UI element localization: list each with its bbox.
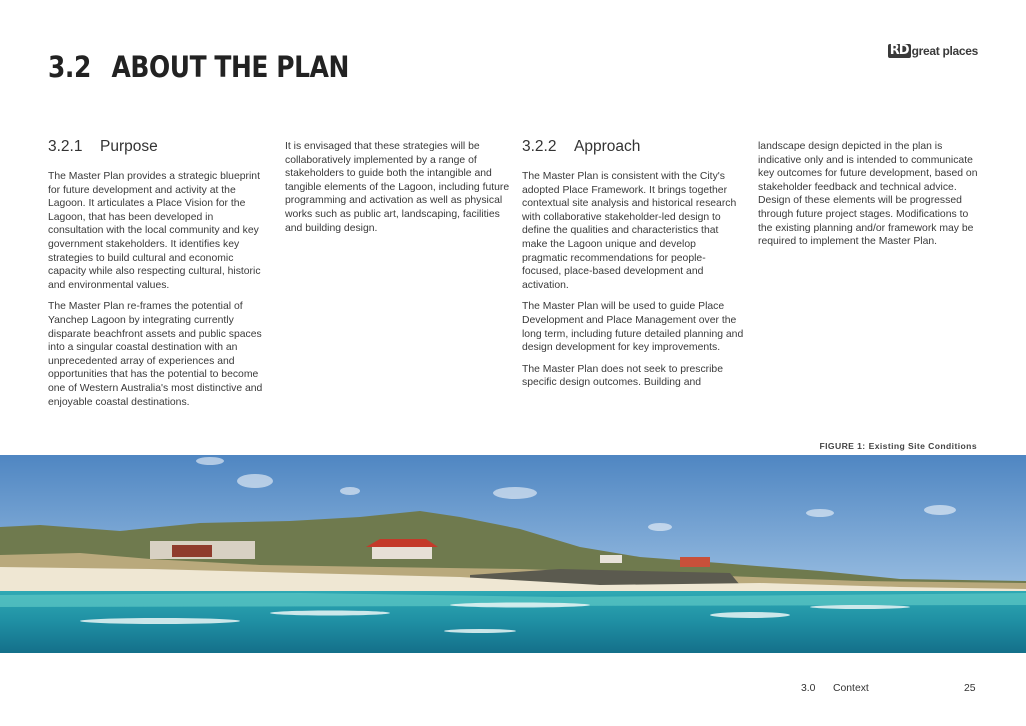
approach-title: Approach [574, 138, 641, 155]
column-4 [758, 140, 980, 257]
site-photo [0, 455, 1026, 653]
logo-text: great places [911, 44, 978, 58]
paragraph: landscape design depicted in the plan is indicative only and is intended to communicate key outcomes for future development, based on stakeholder feedback and technical advice. Design of these elements will be progressed through future project stages. Modifications to the existing planning and/or framework may be required to implement the Master Plan. [758, 141, 978, 248]
purpose-number: 3.2.1 [48, 138, 83, 155]
figure-label: FIGURE 1: [819, 441, 866, 451]
figure-caption-text: Existing Site Conditions [868, 441, 977, 451]
brand-logo [888, 44, 978, 58]
column-1 [48, 138, 270, 417]
paragraph: It is envisaged that these strategies will be collaboratively implemented by a range of stakeholders to guide both the intangible and tangible elements of the Lagoon, including future programming and activation as well as physical works such as public art, landscaping, facilities and building design. [285, 141, 510, 234]
purpose-title: Purpose [100, 138, 158, 155]
approach-number: 3.2.2 [522, 138, 557, 155]
footer-section-name: Context [833, 683, 869, 694]
approach-heading [522, 138, 744, 156]
paragraph: The Master Plan is consistent with the City's adopted Place Framework. It brings together contextual site analysis and historical research with collaborative stakeholder-led design to define the qualities and characteristics that make the Lagoon unique and develop pragmatic recommendations for people-focused, place-based development and activation. [522, 171, 737, 291]
figure-caption [819, 441, 977, 451]
paragraph: The Master Plan re-frames the potential of Yanchep Lagoon by integrating currently disparate beachfront assets and public spaces into a singular coastal destination with an unprecedented array of experiences and opportunities that has the potential to become one of Western Australia's most distinctive and enjoyable coastal destinations. [48, 301, 263, 408]
paragraph: The Master Plan provides a strategic blueprint for future development and activity at the Lagoon. It articulates a Place Vision for the Lagoon, that has been developed in consultation with the local community and key government stakeholders. It identifies key strategies to build cultural and economic capacity while also respecting cultural, historic and environmental values. [48, 171, 261, 291]
column-2 [285, 140, 510, 243]
page-title [48, 50, 349, 84]
paragraph: The Master Plan does not seek to prescribe specific design outcomes. Building and [522, 363, 723, 389]
paragraph: The Master Plan will be used to guide Place Development and Place Management over the long term, including future detailed planning and design development for key improvements. [522, 301, 744, 354]
logo-mark: RD [889, 43, 909, 58]
section-number: 3.2 [48, 50, 91, 84]
column-3 [522, 138, 744, 398]
page-number: 25 [964, 683, 976, 694]
footer-section-number: 3.0 [801, 683, 816, 694]
section-title: ABOUT THE PLAN [111, 50, 349, 84]
purpose-heading [48, 138, 270, 156]
